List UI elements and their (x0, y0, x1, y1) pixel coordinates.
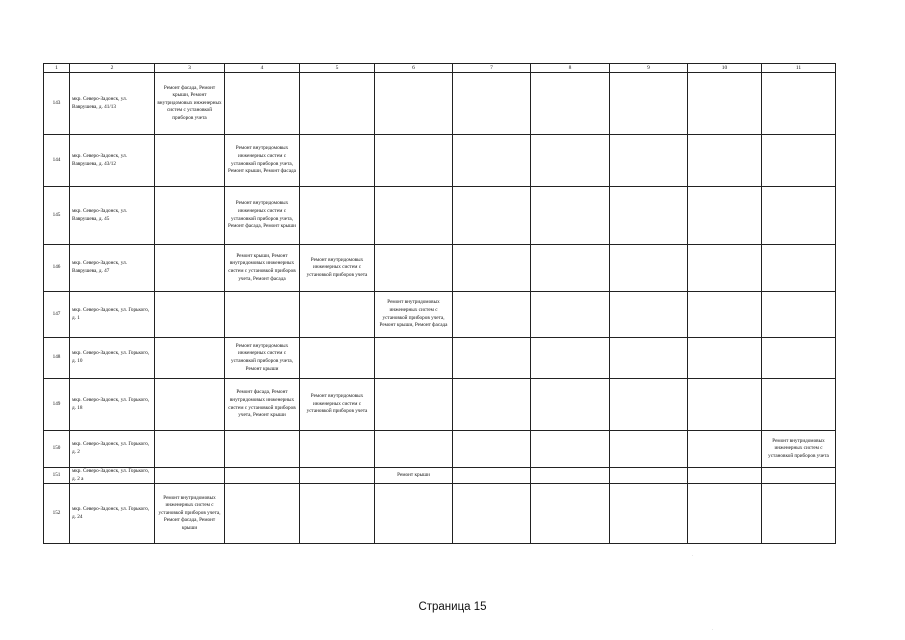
work-cell-col-11 (762, 468, 836, 484)
table-row (44, 338, 836, 379)
work-cell-col-8 (531, 431, 610, 468)
work-cell-col-6 (375, 338, 453, 379)
work-cell-col-11: Ремонт внутридомовых инженерных систем с установкой приборов учета (762, 431, 836, 468)
table-row (44, 135, 836, 187)
scan-speck: · (692, 553, 694, 558)
work-cell-col-3 (155, 292, 225, 338)
work-cell-col-8 (531, 379, 610, 431)
work-cell-col-5 (300, 73, 375, 135)
work-cell-col-4 (225, 73, 300, 135)
work-cell-col-6 (375, 431, 453, 468)
row-number: 147 (44, 292, 70, 338)
work-cell-col-3: Ремонт внутридомовых инженерных систем с установкой приборов учета, Ремонт фасада, Ремонт крыши (155, 484, 225, 544)
address-cell: мкр. Северо-Задонск, ул. Горького, д. 1 (70, 292, 155, 338)
work-cell-col-6 (375, 245, 453, 292)
work-cell-col-5: Ремонт внутридомовых инженерных систем с установкой приборов учета (300, 379, 375, 431)
table-row (44, 292, 836, 338)
table-row (44, 379, 836, 431)
column-header-7: 7 (453, 64, 531, 73)
work-cell-col-7 (453, 292, 531, 338)
column-header-9: 9 (610, 64, 688, 73)
row-number: 149 (44, 379, 70, 431)
work-cell-col-6 (375, 379, 453, 431)
work-cell-col-11 (762, 73, 836, 135)
address-cell: мкр. Северо-Задонск, ул. Ваврушева, д. 43/12 (70, 135, 155, 187)
work-cell-col-4: Ремонт внутридомовых инженерных систем с установкой приборов учета, Ремонт крыши, Ремонт фасада (225, 135, 300, 187)
work-cell-col-8 (531, 73, 610, 135)
address-cell: мкр. Северо-Задонск, ул. Ваврушева, д. 41/13 (70, 73, 155, 135)
work-cell-col-11 (762, 338, 836, 379)
work-cell-col-8 (531, 338, 610, 379)
work-cell-col-3 (155, 338, 225, 379)
work-cell-col-5 (300, 338, 375, 379)
row-number: 152 (44, 484, 70, 544)
work-cell-col-4: Ремонт крыши, Ремонт внутридомовых инженерных систем с установкой приборов учета, Ремонт фасада (225, 245, 300, 292)
row-number: 144 (44, 135, 70, 187)
work-cell-col-6 (375, 187, 453, 245)
row-number: 143 (44, 73, 70, 135)
address-cell: мкр. Северо-Задонск, ул. Горького, д. 24 (70, 484, 155, 544)
work-cell-col-10 (688, 73, 762, 135)
work-cell-col-11 (762, 292, 836, 338)
work-cell-col-3 (155, 135, 225, 187)
work-cell-col-7 (453, 379, 531, 431)
work-cell-col-4 (225, 292, 300, 338)
work-cell-col-11 (762, 245, 836, 292)
work-cell-col-10 (688, 245, 762, 292)
work-cell-col-10 (688, 338, 762, 379)
work-cell-col-9 (610, 187, 688, 245)
scan-speck-2: · (712, 627, 714, 632)
address-cell: мкр. Северо-Задонск, ул. Горького, д. 2 а (70, 468, 155, 484)
table-row (44, 431, 836, 468)
table-row (44, 245, 836, 292)
work-cell-col-3 (155, 379, 225, 431)
work-cell-col-10 (688, 187, 762, 245)
row-number: 145 (44, 187, 70, 245)
work-cell-col-10 (688, 135, 762, 187)
table-row (44, 484, 836, 544)
column-header-4: 4 (225, 64, 300, 73)
address-cell: мкр. Северо-Задонск, ул. Ваврушева, д. 47 (70, 245, 155, 292)
work-cell-col-5 (300, 468, 375, 484)
work-cell-col-10 (688, 431, 762, 468)
work-cell-col-7 (453, 338, 531, 379)
work-cell-col-9 (610, 135, 688, 187)
work-cell-col-4: Ремонт фасада, Ремонт внутридомовых инженерных систем с установкой приборов учета, Ремонт крыши (225, 379, 300, 431)
address-cell: мкр. Северо-Задонск, ул. Горького, д. 2 (70, 431, 155, 468)
work-cell-col-10 (688, 379, 762, 431)
column-header-11: 11 (762, 64, 836, 73)
work-cell-col-9 (610, 484, 688, 544)
row-number: 150 (44, 431, 70, 468)
work-cell-col-9 (610, 431, 688, 468)
work-cell-col-7 (453, 484, 531, 544)
work-cell-col-6: Ремонт крыши (375, 468, 453, 484)
work-cell-col-6 (375, 484, 453, 544)
column-header-1: 1 (44, 64, 70, 73)
table-row (44, 73, 836, 135)
work-cell-col-11 (762, 379, 836, 431)
row-number: 148 (44, 338, 70, 379)
work-cell-col-7 (453, 468, 531, 484)
column-header-8: 8 (531, 64, 610, 73)
schedule-table (43, 63, 836, 544)
work-cell-col-3 (155, 468, 225, 484)
table-row (44, 468, 836, 484)
column-header-10: 10 (688, 64, 762, 73)
work-cell-col-4 (225, 484, 300, 544)
address-cell: мкр. Северо-Задонск, ул. Ваврушева, д. 45 (70, 187, 155, 245)
work-cell-col-11 (762, 187, 836, 245)
work-cell-col-8 (531, 187, 610, 245)
column-header-3: 3 (155, 64, 225, 73)
work-cell-col-11 (762, 484, 836, 544)
row-number: 146 (44, 245, 70, 292)
work-cell-col-9 (610, 468, 688, 484)
work-cell-col-11 (762, 135, 836, 187)
work-cell-col-5 (300, 135, 375, 187)
address-cell: мкр. Северо-Задонск, ул. Горького, д. 18 (70, 379, 155, 431)
work-cell-col-4 (225, 431, 300, 468)
work-cell-col-5 (300, 292, 375, 338)
work-cell-col-3 (155, 431, 225, 468)
work-cell-col-4: Ремонт внутридомовых инженерных систем с установкой приборов учета, Ремонт крыши (225, 338, 300, 379)
work-cell-col-8 (531, 484, 610, 544)
column-header-2: 2 (70, 64, 155, 73)
work-cell-col-6 (375, 73, 453, 135)
work-cell-col-9 (610, 379, 688, 431)
page-number: Страница 15 (418, 601, 487, 613)
work-cell-col-6: Ремонт внутридомовых инженерных систем с установкой приборов учета, Ремонт крыши, Ремонт фасада (375, 292, 453, 338)
work-cell-col-5: Ремонт внутридомовых инженерных систем с установкой приборов учета (300, 245, 375, 292)
work-cell-col-10 (688, 292, 762, 338)
work-cell-col-10 (688, 468, 762, 484)
work-cell-col-7 (453, 135, 531, 187)
schedule-table-container (43, 63, 836, 544)
work-cell-col-9 (610, 338, 688, 379)
column-header-5: 5 (300, 64, 375, 73)
work-cell-col-5 (300, 431, 375, 468)
work-cell-col-8 (531, 292, 610, 338)
work-cell-col-10 (688, 484, 762, 544)
work-cell-col-6 (375, 135, 453, 187)
table-body (44, 64, 836, 544)
work-cell-col-4 (225, 468, 300, 484)
work-cell-col-9 (610, 245, 688, 292)
work-cell-col-3 (155, 187, 225, 245)
address-cell: мкр. Северо-Задонск, ул. Горького, д. 10 (70, 338, 155, 379)
work-cell-col-9 (610, 292, 688, 338)
work-cell-col-5 (300, 484, 375, 544)
work-cell-col-9 (610, 73, 688, 135)
work-cell-col-8 (531, 245, 610, 292)
work-cell-col-4: Ремонт внутридомовых инженерных систем с установкой приборов учета, Ремонт фасада, Ремонт крыши (225, 187, 300, 245)
column-header-6: 6 (375, 64, 453, 73)
work-cell-col-3 (155, 245, 225, 292)
work-cell-col-7 (453, 245, 531, 292)
row-number: 151 (44, 468, 70, 484)
work-cell-col-7 (453, 73, 531, 135)
work-cell-col-7 (453, 431, 531, 468)
work-cell-col-5 (300, 187, 375, 245)
work-cell-col-7 (453, 187, 531, 245)
header-row (44, 64, 836, 73)
table-row (44, 187, 836, 245)
work-cell-col-3: Ремонт фасада, Ремонт крыши, Ремонт внутридомовых инженерных систем с установкой приборов учета (155, 73, 225, 135)
work-cell-col-8 (531, 135, 610, 187)
work-cell-col-8 (531, 468, 610, 484)
